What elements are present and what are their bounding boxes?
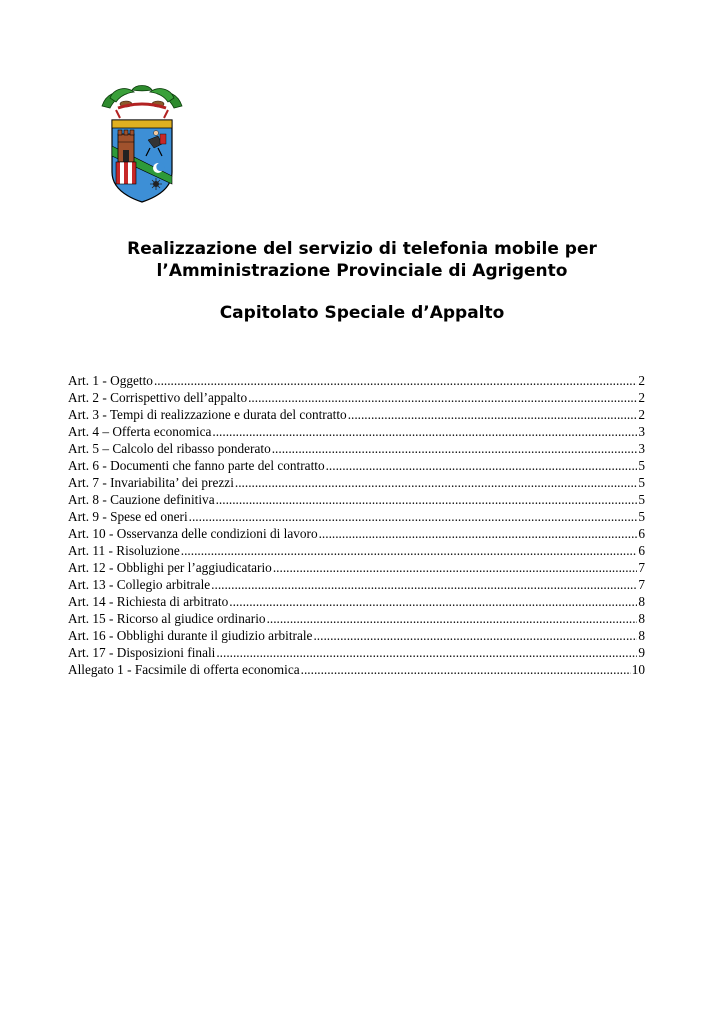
toc-dot-leader (229, 593, 637, 610)
toc-entry[interactable] (68, 627, 645, 644)
provincial-coat-of-arms-icon (96, 84, 188, 204)
tower-icon (118, 130, 134, 162)
toc-dot-leader (272, 440, 638, 457)
toc-entry-page-number: 8 (638, 628, 645, 643)
toc-entry[interactable] (68, 423, 645, 440)
toc-entry-label: Art. 1 - Oggetto (68, 373, 153, 388)
toc-entry[interactable] (68, 610, 645, 627)
toc-entry-page-number: 8 (638, 594, 645, 609)
toc-dot-leader (348, 406, 638, 423)
toc-dot-leader (273, 559, 638, 576)
toc-entry-page-number: 2 (638, 407, 645, 422)
toc-dot-leader (319, 525, 638, 542)
toc-entry-label: Art. 5 – Calcolo del ribasso ponderato (68, 441, 271, 456)
toc-entry-page-number: 10 (631, 662, 645, 677)
toc-dot-leader (267, 610, 638, 627)
toc-entry-page-number: 3 (638, 441, 645, 456)
toc-entry[interactable] (68, 525, 645, 542)
toc-dot-leader (211, 576, 637, 593)
toc-entry-page-number: 9 (638, 645, 645, 660)
toc-entry-page-number: 7 (638, 577, 645, 592)
toc-entry-label: Art. 6 - Documenti che fanno parte del contratto (68, 458, 325, 473)
toc-entry[interactable] (68, 559, 645, 576)
toc-dot-leader (235, 474, 637, 491)
document-subtitle: Capitolato Speciale d’Appalto (219, 303, 505, 323)
toc-entry-label: Art. 12 - Obblighi per l’aggiudicatario (68, 560, 272, 575)
toc-dot-leader (154, 372, 637, 389)
toc-entry[interactable] (68, 406, 645, 423)
toc-entry-label: Allegato 1 - Facsimile di offerta economica (68, 662, 300, 677)
wreath-icon (102, 86, 182, 119)
toc-entry[interactable] (68, 474, 645, 491)
toc-dot-leader (216, 644, 637, 661)
toc-entry[interactable] (68, 661, 645, 678)
toc-entry[interactable] (68, 542, 645, 559)
toc-entry-page-number: 3 (638, 424, 645, 439)
toc-entry[interactable] (68, 508, 645, 525)
toc-entry-label: Art. 15 - Ricorso al giudice ordinario (68, 611, 266, 626)
table-of-contents (68, 372, 645, 678)
document-title (60, 238, 664, 282)
toc-entry-page-number: 5 (638, 492, 645, 507)
toc-dot-leader (313, 627, 637, 644)
toc-entry-label: Art. 2 - Corrispettivo dell’appalto (68, 390, 248, 405)
title-line-1: Realizzazione del servizio di telefonia mobile per (127, 239, 597, 259)
toc-entry-label: Art. 9 - Spese ed oneri (68, 509, 188, 524)
toc-entry[interactable] (68, 372, 645, 389)
toc-dot-leader (216, 491, 638, 508)
toc-entry-label: Art. 16 - Obblighi durante il giudizio arbitrale (68, 628, 313, 643)
toc-entry-label: Art. 4 – Offerta economica (68, 424, 212, 439)
toc-entry-label: Art. 3 - Tempi di realizzazione e durata del contratto (68, 407, 347, 422)
toc-entry-page-number: 8 (638, 611, 645, 626)
toc-entry-label: Art. 10 - Osservanza delle condizioni di lavoro (68, 526, 318, 541)
toc-entry[interactable] (68, 593, 645, 610)
toc-dot-leader (248, 389, 637, 406)
toc-entry[interactable] (68, 457, 645, 474)
toc-entry-page-number: 5 (638, 475, 645, 490)
toc-entry[interactable] (68, 491, 645, 508)
toc-entry-label: Art. 8 - Cauzione definitiva (68, 492, 215, 507)
toc-entry[interactable] (68, 440, 645, 457)
toc-entry-label: Art. 14 - Richiesta di arbitrato (68, 594, 229, 609)
toc-entry-page-number: 5 (638, 458, 645, 473)
toc-dot-leader (212, 423, 637, 440)
toc-entry-label: Art. 11 - Risoluzione (68, 543, 180, 558)
toc-dot-leader (181, 542, 638, 559)
toc-entry-label: Art. 17 - Disposizioni finali (68, 645, 216, 660)
toc-entry-page-number: 7 (638, 560, 645, 575)
toc-entry[interactable] (68, 644, 645, 661)
toc-entry-page-number: 2 (638, 373, 645, 388)
toc-entry-label: Art. 13 - Collegio arbitrale (68, 577, 211, 592)
toc-dot-leader (326, 457, 638, 474)
toc-entry[interactable] (68, 576, 645, 593)
toc-entry-label: Art. 7 - Invariabilita’ dei prezzi (68, 475, 234, 490)
toc-entry-page-number: 6 (638, 543, 645, 558)
toc-entry-page-number: 6 (638, 526, 645, 541)
toc-dot-leader (301, 661, 631, 678)
toc-entry-page-number: 5 (638, 509, 645, 524)
toc-entry-page-number: 2 (638, 390, 645, 405)
title-line-2: l’Amministrazione Provinciale di Agrigento (156, 261, 568, 281)
toc-dot-leader (189, 508, 638, 525)
toc-entry[interactable] (68, 389, 645, 406)
